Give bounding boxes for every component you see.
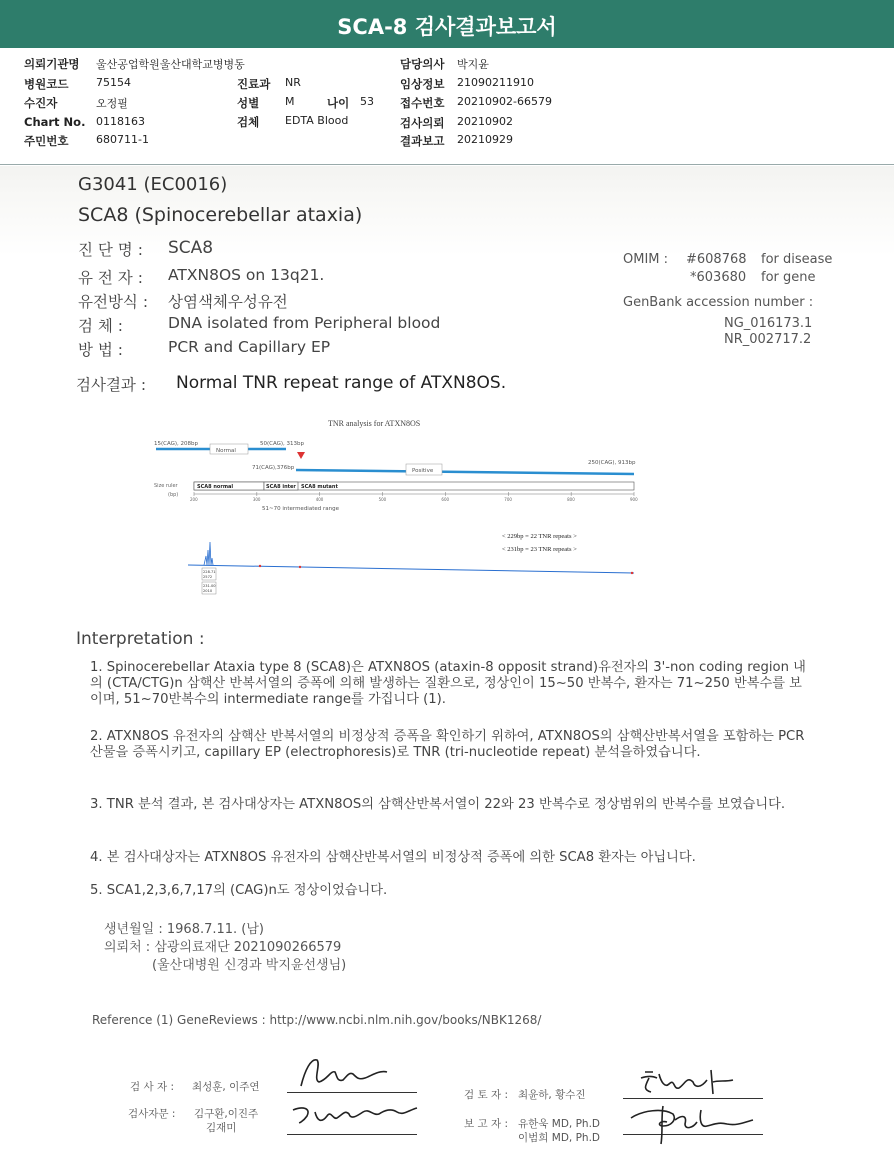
institution-value: 울산공업학원울산대학교병병동: [96, 58, 245, 71]
gene-label: 유 전 자 :: [78, 269, 143, 287]
advisor-names: 김구환,이진주: [194, 1108, 259, 1120]
tnr-svg: [148, 406, 648, 606]
ruler-tick-label: 200: [190, 497, 198, 502]
normal-box-label: Normal: [216, 448, 236, 454]
interpretation-4: 4. 본 검사대상자는 ATXN8OS 유전자의 삼핵산반복서열의 비정상적 증폭에 의한 SCA8 환자는 아닙니다.: [90, 850, 696, 865]
report-label: 결과보고: [400, 134, 445, 148]
advisor-label: 검사자문 :: [128, 1108, 176, 1120]
ruler-tick-label: 700: [504, 497, 512, 502]
specimen-value: EDTA Blood: [285, 114, 349, 127]
hospital-code-label: 병원코드: [24, 77, 69, 91]
inherit-value: 상염색체우성유전: [168, 293, 288, 311]
dept-label: 진료과: [237, 77, 271, 91]
omim-disease-note: for disease: [761, 252, 833, 267]
request-value: 20210902: [457, 115, 513, 128]
report-title: SCA-8 검사결과보고서: [0, 0, 894, 48]
interpretation-heading: Interpretation :: [76, 629, 205, 649]
advisor-signature-line: [287, 1134, 417, 1135]
reviewer-label: 검 토 자 :: [464, 1089, 508, 1101]
reporter-signature: [623, 1100, 763, 1146]
patient-value: 오정필: [96, 97, 128, 110]
gene-value: ATXN8OS on 13q21.: [168, 266, 325, 284]
segment-normal-label: SCA8 normal: [197, 484, 234, 490]
hospital-code-value: 75154: [96, 76, 131, 89]
ruler-tick-label: 300: [252, 497, 261, 502]
request-label: 검사의뢰: [400, 116, 445, 130]
ruler-tick-label: 900: [630, 497, 638, 502]
normal-high-label: 50(CAG), 313bp: [260, 441, 305, 447]
resident-value: 680711-1: [96, 133, 149, 146]
peak-1-size: 228.71: [203, 570, 216, 574]
result-value: Normal TNR repeat range of ATXN8OS.: [176, 373, 507, 393]
receipt-label: 접수번호: [400, 96, 445, 110]
peak-1-height: 2572: [203, 575, 213, 579]
positive-low-label: 71(CAG),376bp: [252, 465, 295, 471]
genbank-label: GenBank accession number :: [623, 295, 814, 310]
interpretation-5: 5. SCA1,2,3,6,7,17의 (CAG)n도 정상이었습니다.: [90, 883, 388, 898]
header-info: [0, 48, 894, 165]
patient-label: 수진자: [24, 96, 58, 110]
size-marker-1: [259, 565, 261, 567]
marker-triangle: [297, 452, 305, 459]
peak-2-size: 231.00: [203, 584, 216, 588]
sex-label: 성별: [237, 96, 260, 110]
clinical-value: 21090211910: [457, 76, 534, 89]
repeat-1-label: < 229bp = 22 TNR repeats >: [502, 533, 577, 540]
omim-disease: #608768: [686, 252, 747, 267]
ruler-tick-label: 400: [315, 497, 324, 502]
method-label: 방 법 :: [78, 341, 124, 359]
size-marker-3: [631, 572, 633, 574]
specimen2-value: DNA isolated from Peripheral blood: [168, 314, 441, 332]
specimen-label: 검체: [237, 115, 260, 129]
specimen2-label: 검 체 :: [78, 317, 124, 335]
interpretation-1: 1. Spinocerebellar Ataxia type 8 (SCA8)은 ATXN8OS (ataxin-8 opposit strand)유전자의 3'-non coding region 내의 (CTA/CTG)n 삼핵산 반복서열의 증폭에 의해 발생하는 질환으로, 정상인이 15~50 반복수, 환자는 71~250 반복수를 보이며, 51~70반복수의 intermediate range를 가집니다 (1).: [90, 660, 806, 707]
trace-baseline: [188, 565, 634, 573]
intermediate-label: 51~70 intermediated range: [262, 506, 339, 512]
trace-peaks: [204, 542, 213, 565]
tester-label: 검 사 자 :: [130, 1081, 174, 1093]
reviewer-signature-line: [623, 1098, 763, 1099]
ruler-ticks: [190, 492, 638, 502]
code-line: G3041 (EC0016): [78, 174, 228, 195]
inherit-label: 유전방식 :: [78, 293, 149, 311]
chart-no-value: 0118163: [96, 115, 145, 128]
doctor-label: 담당의사: [400, 57, 445, 71]
sex-value: M: [285, 95, 295, 108]
test-name: SCA8 (Spinocerebellar ataxia): [78, 204, 363, 226]
genbank-2: NR_002717.2: [724, 332, 812, 347]
ruler-tick-label: 600: [441, 497, 450, 502]
tester-signature: [287, 1050, 417, 1092]
reviewer-signature: [623, 1064, 763, 1098]
diag-label: 진 단 명 :: [78, 241, 143, 259]
omim-gene: *603680: [690, 270, 747, 285]
age-value: 53: [360, 95, 374, 108]
reporter-names: 유한욱 MD, Ph.D: [518, 1118, 600, 1130]
genbank-1: NG_016173.1: [724, 316, 813, 331]
positive-bar: [296, 470, 634, 474]
reporter-label: 보 고 자 :: [464, 1118, 508, 1130]
age-label: 나이: [327, 96, 350, 110]
bp-label: (bp): [168, 492, 179, 498]
doctor-value: 박지윤: [457, 58, 489, 71]
size-ruler-label: Size ruler: [154, 483, 178, 489]
reporter-names-2: 이범희 MD, Ph.D: [518, 1132, 600, 1144]
requester-dept: (울산대병원 신경과 박지윤선생님): [152, 958, 347, 973]
interpretation-3: 3. TNR 분석 결과, 본 검사대상자는 ATXN8OS의 삼핵산반복서열이 22와 23 반복수로 정상범위의 반복수를 보였습니다.: [90, 797, 786, 812]
institution-label: 의뢰기관명: [24, 57, 80, 71]
ruler-tick-label: 800: [567, 497, 575, 502]
resident-label: 주민번호: [24, 134, 69, 148]
tnr-analysis-diagram: [148, 406, 648, 606]
omim-gene-note: for gene: [761, 270, 816, 285]
chart-title: TNR analysis for ATXN8OS: [328, 419, 421, 428]
segment-mutant-label: SCA8 mutant: [301, 484, 338, 490]
dept-value: NR: [285, 76, 301, 89]
positive-box-label: Positive: [412, 468, 434, 474]
tester-names: 최성훈, 이주연: [192, 1081, 260, 1093]
method-value: PCR and Capillary EP: [168, 338, 331, 356]
reference: Reference (1) GeneReviews : http://www.ncbi.nlm.nih.gov/books/NBK1268/: [92, 1013, 542, 1027]
advisor-signature: [287, 1098, 427, 1134]
reviewer-names: 최윤하, 황수진: [518, 1089, 586, 1101]
ruler-tick-label: 500: [378, 497, 387, 502]
birth-date: 생년월일 : 1968.7.11. (남): [104, 922, 265, 937]
tester-signature-line: [287, 1092, 417, 1093]
receipt-value: 20210902-66579: [457, 95, 552, 108]
peak-2-height: 2010: [203, 589, 213, 593]
size-marker-2: [299, 566, 301, 568]
advisor-names-2: 김재미: [206, 1122, 237, 1134]
omim-label: OMIM :: [623, 252, 669, 267]
chart-no-label: Chart No.: [24, 115, 86, 129]
positive-high-label: 250(CAG), 913bp: [588, 460, 636, 466]
normal-low-label: 15(CAG), 208bp: [154, 441, 199, 447]
diag-value: SCA8: [168, 238, 214, 258]
report-value: 20210929: [457, 133, 513, 146]
segment-inter-label: SCA8 inter: [266, 484, 296, 490]
result-label: 검사결과 :: [76, 376, 147, 394]
interpretation-2: 2. ATXN8OS 유전자의 삼핵산 반복서열의 비정상적 증폭을 확인하기 위하여, ATXN8OS의 삼핵산반복서열을 포함하는 PCR 산물을 증폭시키고, capillary EP (electrophoresis)로 TNR (tri-nucleotide repeat) 분석을하였습니다.: [90, 729, 805, 760]
clinical-label: 임상정보: [400, 77, 445, 91]
repeat-2-label: < 231bp = 23 TNR repeats >: [502, 546, 577, 553]
requester: 의뢰처 : 삼광의료재단 2021090266579: [104, 940, 342, 955]
